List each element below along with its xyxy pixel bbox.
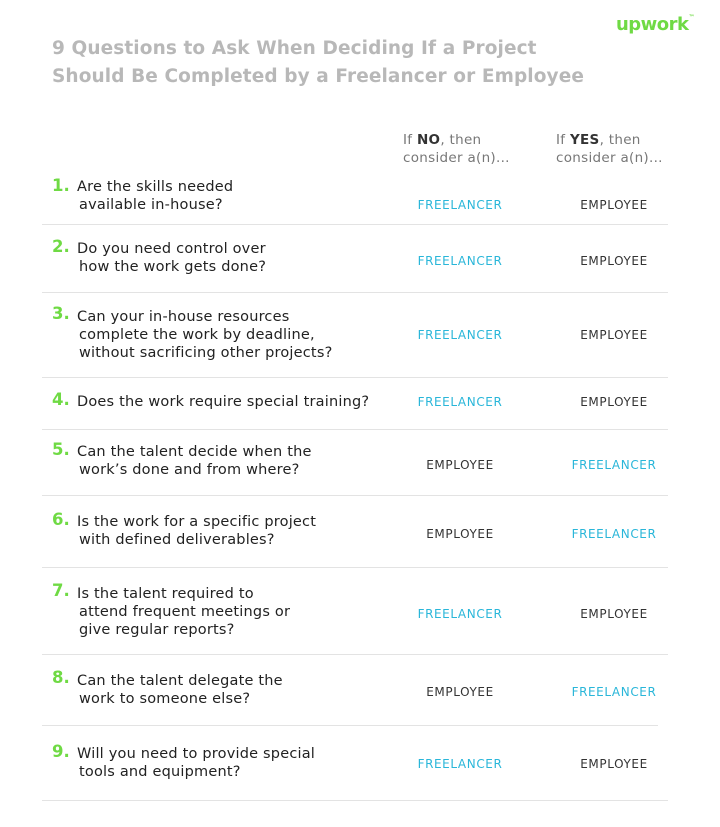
question-row [42,225,668,293]
answer-if-no: EMPLOYEE [426,458,494,472]
question-text-line: complete the work by deadline, [79,327,315,343]
answer-if-no: FREELANCER [417,254,503,268]
question-text [77,443,312,479]
question-text-line: how the work gets done? [79,259,267,275]
question-text-line: Does the work require special training? [77,394,370,410]
question-text-line: work to someone else? [79,691,251,707]
question-row [42,378,668,430]
question-number: 1. [52,176,70,195]
answer-if-no: EMPLOYEE [426,527,494,541]
title-line-1: 9 Questions to Ask When Deciding If a Project [52,38,537,59]
question-number: 2. [52,237,70,256]
header-yes-prefix: If [556,132,570,148]
question-text [77,240,266,276]
question-text [77,178,233,214]
question-text [77,745,315,781]
answer-if-no: FREELANCER [417,757,503,771]
question-text-line: Can the talent delegate the [77,673,283,689]
answer-if-yes: EMPLOYEE [580,607,648,621]
question-text [77,308,332,362]
question-row [42,568,668,655]
answer-if-no: FREELANCER [417,607,503,621]
question-text-line: Do you need control over [77,241,266,257]
header-yes-line-2: consider a(n)... [556,150,663,166]
question-text-line: Will you need to provide special [77,746,316,762]
question-row [42,496,668,568]
header-no-line-2: consider a(n)... [403,150,510,166]
question-text-line: work’s done and from where? [79,462,300,478]
logo-trademark: ™ [688,14,694,21]
question-text-line: attend frequent meetings or [79,604,291,620]
question-number: 3. [52,304,70,323]
answer-if-no: EMPLOYEE [426,685,494,699]
question-number: 5. [52,440,70,459]
answer-if-yes: FREELANCER [571,458,657,472]
question-text-line: Is the work for a specific project [77,514,317,530]
question-row [42,655,658,726]
header-no-suffix: , then [440,132,482,148]
answer-if-yes: FREELANCER [571,685,657,699]
question-text-line: Can your in-house resources [77,309,290,325]
question-text-line: available in-house? [79,197,223,213]
question-text-line: with defined deliverables? [79,532,275,548]
question-row [42,172,668,225]
question-text [77,513,316,549]
question-text-line: Can the talent decide when the [77,444,312,460]
question-text-line: Is the talent required to [77,586,254,602]
question-text-line: give regular reports? [79,622,235,638]
answer-if-no: FREELANCER [417,395,503,409]
question-number: 6. [52,510,70,529]
question-number: 7. [52,581,70,600]
title-line-2: Should Be Completed by a Freelancer or Employee [52,66,585,87]
answer-if-no: FREELANCER [417,328,503,342]
answer-if-yes: EMPLOYEE [580,198,648,212]
answer-if-yes: EMPLOYEE [580,395,648,409]
header-no-emph: NO [416,132,441,148]
question-number: 9. [52,742,70,761]
question-row [42,726,668,801]
question-row [42,430,668,496]
header-no-prefix: If [403,132,417,148]
logo-text: upwork [615,14,689,35]
answer-if-yes: EMPLOYEE [580,757,648,771]
question-text-line: without sacrificing other projects? [79,345,333,361]
answer-if-yes: FREELANCER [571,527,657,541]
question-number: 8. [52,668,70,687]
question-text [77,672,283,708]
question-text [77,393,369,411]
question-text-line: Are the skills needed [77,179,234,195]
question-row [42,293,668,378]
question-text [77,585,290,639]
answer-if-yes: EMPLOYEE [580,254,648,268]
header-yes-emph: YES [569,132,600,148]
answer-if-no: FREELANCER [417,198,503,212]
header-yes-suffix: , then [599,132,641,148]
question-number: 4. [52,390,70,409]
answer-if-yes: EMPLOYEE [580,328,648,342]
question-text-line: tools and equipment? [79,764,241,780]
